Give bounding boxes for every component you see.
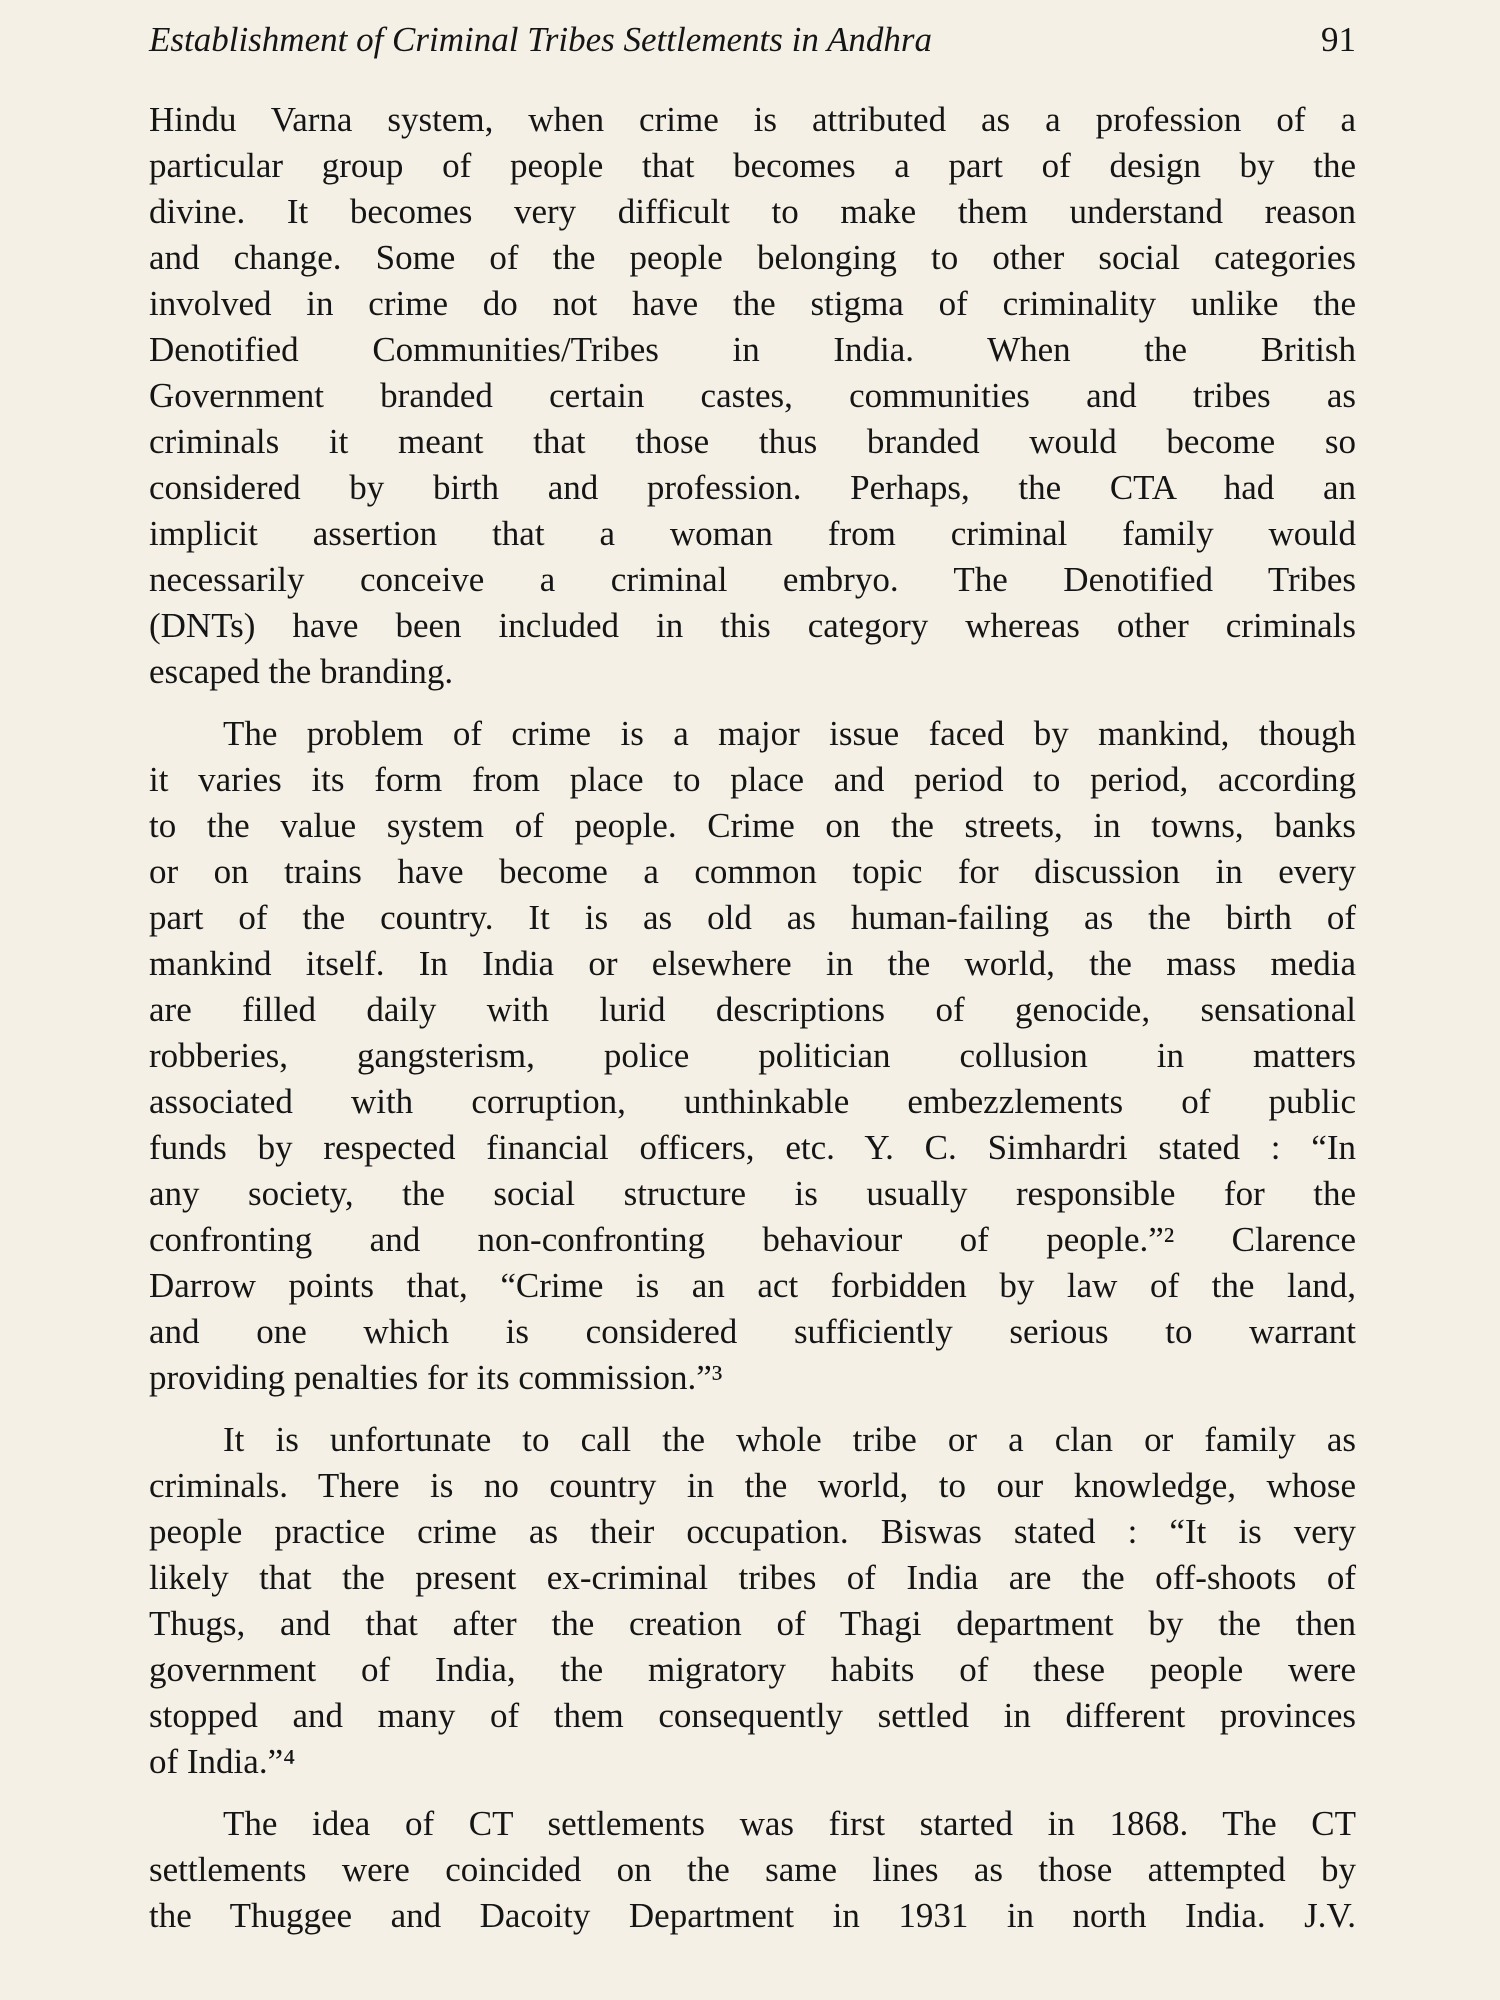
text-line: implicit assertion that a woman from criminal family would [149,514,1356,553]
text-line: confronting and non-confronting behaviour of people.”² Clarence [149,1220,1356,1259]
text-line: settlements were coincided on the same lines as those attempted by [149,1850,1356,1889]
page-number: 91 [1321,20,1356,59]
text-line: likely that the present ex-criminal tribes of India are the off-shoots of [149,1558,1356,1597]
text-line: it varies its form from place to place and period to period, according [149,760,1356,799]
text-line: Thugs, and that after the creation of Thagi department by the then [149,1604,1356,1643]
paragraph [149,97,1356,695]
text-line: The problem of crime is a major issue faced by mankind, though [223,714,1356,753]
text-line: necessarily conceive a criminal embryo. The Denotified Tribes [149,560,1356,599]
text-line: It is unfortunate to call the whole tribe or a clan or family as [223,1420,1356,1459]
text-line: The idea of CT settlements was first started in 1868. The CT [223,1804,1356,1843]
text-line: divine. It becomes very difficult to make them understand reason [149,192,1356,231]
paragraph [149,1417,1356,1785]
text-line: Denotified Communities/Tribes in India. When the British [149,330,1356,369]
text-line: of India.”⁴ [149,1742,296,1781]
text-line: criminals it meant that those thus branded would become so [149,422,1356,461]
running-title: Establishment of Criminal Tribes Settlements in Andhra [149,20,932,59]
text-line: involved in crime do not have the stigma of criminality unlike the [149,284,1356,323]
running-head [149,20,1356,60]
text-line: robberies, gangsterism, police politician collusion in matters [149,1036,1356,1075]
text-line: the Thuggee and Dacoity Department in 1931 in north India. J.V. [149,1896,1356,1935]
text-line: or on trains have become a common topic for discussion in every [149,852,1356,891]
text-line: Darrow points that, “Crime is an act forbidden by law of the land, [149,1266,1356,1305]
text-line: people practice crime as their occupation. Biswas stated : “It is very [149,1512,1356,1551]
text-line: government of India, the migratory habits of these people were [149,1650,1356,1689]
paragraph [149,1801,1356,1939]
text-line: criminals. There is no country in the world, to our knowledge, whose [149,1466,1356,1505]
text-line: mankind itself. In India or elsewhere in the world, the mass media [149,944,1356,983]
text-line: Government branded certain castes, communities and tribes as [149,376,1356,415]
body-text [149,97,1356,1955]
text-line: considered by birth and profession. Perhaps, the CTA had an [149,468,1356,507]
text-line: (DNTs) have been included in this category whereas other criminals [149,606,1356,645]
text-line: any society, the social structure is usually responsible for the [149,1174,1356,1213]
text-line: particular group of people that becomes a part of design by the [149,146,1356,185]
text-line: associated with corruption, unthinkable embezzlements of public [149,1082,1356,1121]
text-line: and one which is considered sufficiently serious to warrant [149,1312,1356,1351]
text-line: and change. Some of the people belonging to other social categories [149,238,1356,277]
text-line: are filled daily with lurid descriptions of genocide, sensational [149,990,1356,1029]
text-line: part of the country. It is as old as human-failing as the birth of [149,898,1356,937]
text-line: escaped the branding. [149,652,454,691]
text-line: Hindu Varna system, when crime is attributed as a profession of a [149,100,1356,139]
text-line: providing penalties for its commission.”³ [149,1358,723,1397]
text-line: funds by respected financial officers, etc. Y. C. Simhardri stated : “In [149,1128,1356,1167]
text-line: stopped and many of them consequently settled in different provinces [149,1696,1356,1735]
text-line: to the value system of people. Crime on the streets, in towns, banks [149,806,1356,845]
paragraph [149,711,1356,1401]
